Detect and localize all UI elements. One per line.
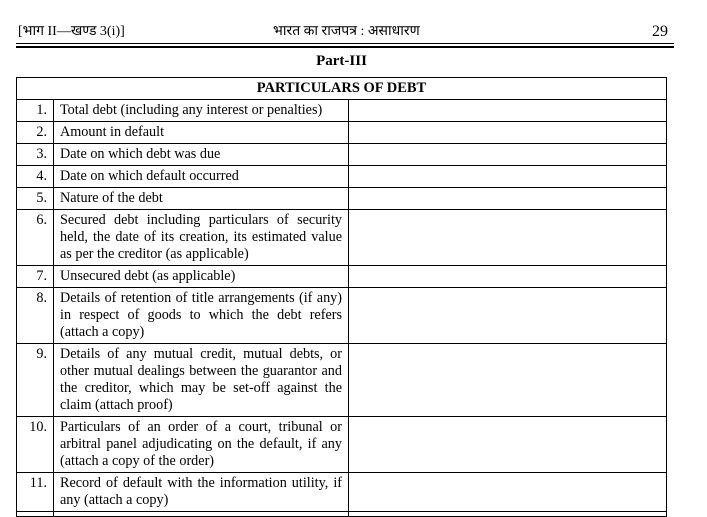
row-number: 6. <box>17 210 54 266</box>
row-description: Record of default with the information utility, if any (attach a copy) <box>54 473 349 512</box>
row-value-cell[interactable] <box>349 288 667 344</box>
row-description: Details of retention of title arrangements (if any) in respect of goods to which the debt refers (attach a copy) <box>54 288 349 344</box>
row-description: Nature of the debt <box>54 188 349 210</box>
table-heading: PARTICULARS OF DEBT <box>17 78 667 100</box>
row-description: Date on which default occurred <box>54 166 349 188</box>
row-value-cell[interactable] <box>349 210 667 266</box>
table-row <box>17 288 667 344</box>
table-row <box>17 144 667 166</box>
table-row <box>17 210 667 266</box>
row-description: Date on which debt was due <box>54 144 349 166</box>
page-number: 29 <box>652 23 668 40</box>
row-value-cell[interactable] <box>349 417 667 473</box>
table-row <box>17 344 667 417</box>
row-number: 11. <box>17 473 54 512</box>
row-value-cell[interactable] <box>349 344 667 417</box>
table-heading-row <box>17 78 667 100</box>
gazette-section-label: [भाग II—खण्ड 3(i)] <box>18 24 125 39</box>
row-value-cell[interactable] <box>349 266 667 288</box>
row-number: 1. <box>17 100 54 122</box>
header-rule-thin <box>16 43 674 44</box>
row-number: 9. <box>17 344 54 417</box>
row-number <box>17 512 54 517</box>
table-row <box>17 417 667 473</box>
row-description: Amount in default <box>54 122 349 144</box>
header-rule-thick <box>16 46 674 48</box>
row-value-cell[interactable] <box>349 122 667 144</box>
row-value-cell[interactable] <box>349 188 667 210</box>
row-number: 8. <box>17 288 54 344</box>
table-row <box>17 512 667 517</box>
running-header <box>18 22 668 42</box>
row-value-cell[interactable] <box>349 100 667 122</box>
row-description <box>54 512 349 517</box>
table-row <box>17 188 667 210</box>
table-row <box>17 122 667 144</box>
gazette-title: भारत का राजपत्र : असाधारण <box>273 24 420 39</box>
row-description: Secured debt including particulars of security held, the date of its creation, its estimated value as per the creditor (as applicable) <box>54 210 349 266</box>
row-number: 2. <box>17 122 54 144</box>
row-number: 4. <box>17 166 54 188</box>
table-row <box>17 166 667 188</box>
table-row <box>17 100 667 122</box>
row-number: 3. <box>17 144 54 166</box>
row-value-cell[interactable] <box>349 512 667 517</box>
table-row <box>17 266 667 288</box>
row-description: Particulars of an order of a court, tribunal or arbitral panel adjudicating on the default, if any (attach a copy of the order) <box>54 417 349 473</box>
row-description: Details of any mutual credit, mutual debts, or other mutual dealings between the guarantor and the creditor, which may be set-off against the claim (attach proof) <box>54 344 349 417</box>
row-value-cell[interactable] <box>349 144 667 166</box>
row-number: 10. <box>17 417 54 473</box>
part-title: Part-III <box>316 53 367 69</box>
row-number: 7. <box>17 266 54 288</box>
row-number: 5. <box>17 188 54 210</box>
row-description: Unsecured debt (as applicable) <box>54 266 349 288</box>
particulars-of-debt-table <box>16 77 667 517</box>
row-description: Total debt (including any interest or penalties) <box>54 100 349 122</box>
row-value-cell[interactable] <box>349 166 667 188</box>
